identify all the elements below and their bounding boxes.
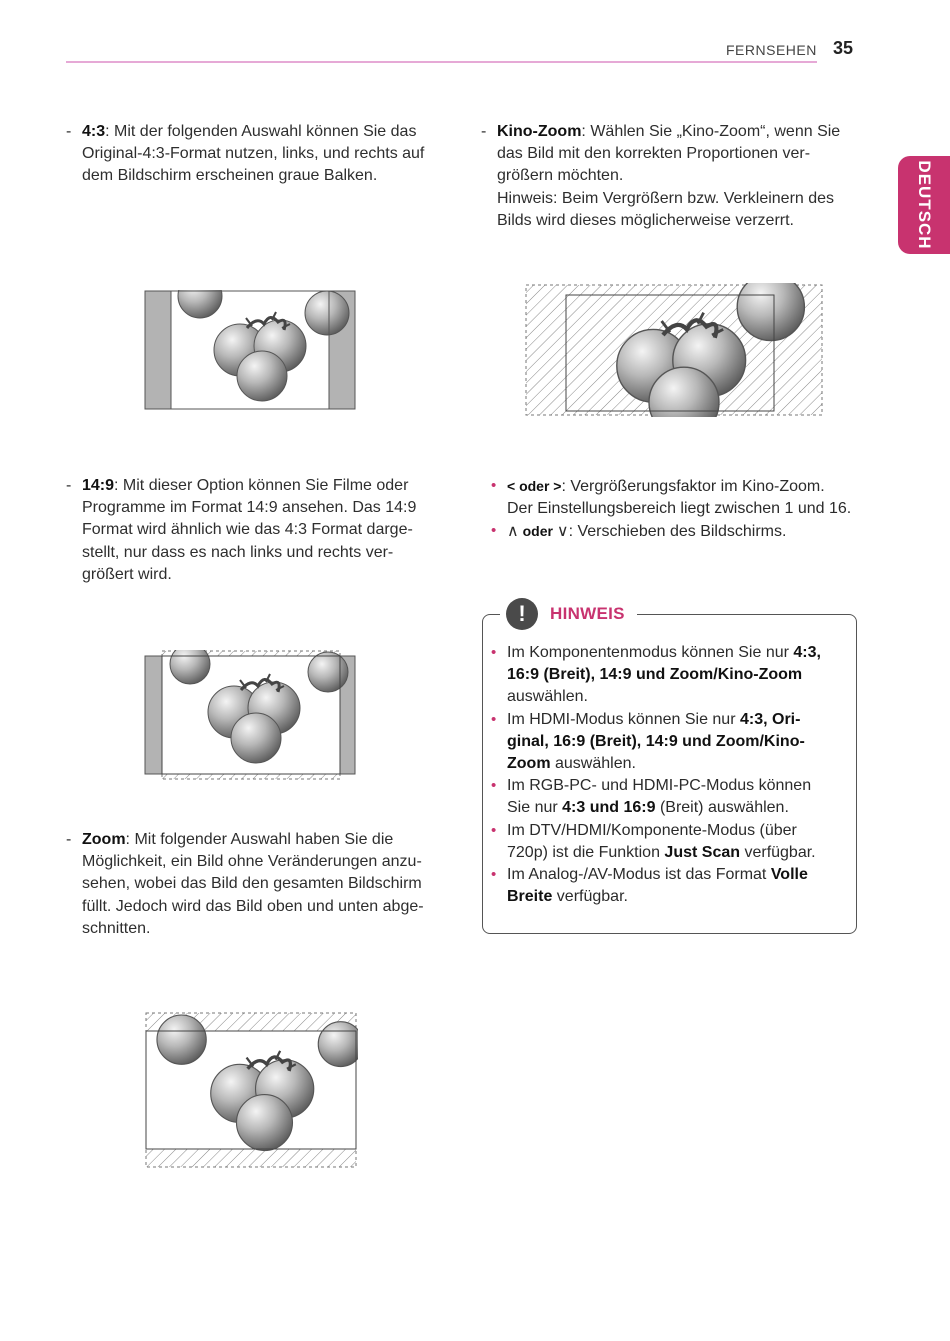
list-item — [481, 642, 836, 709]
paragraph-kino-zoom — [481, 121, 853, 232]
header-rule — [66, 61, 817, 63]
bullet-dot: • — [491, 644, 497, 661]
list-item — [481, 820, 836, 864]
bullet-dot: • — [491, 522, 497, 540]
paragraph-4-3 — [66, 121, 444, 188]
illustration-zoom — [144, 1011, 358, 1169]
dash: - — [66, 123, 72, 140]
control-key-or: oder — [518, 523, 557, 540]
language-tab-label: DEUTSCH — [915, 160, 934, 250]
note-text: Im Analog-/AV-Modus ist das Format — [507, 866, 771, 884]
note-text: Im RGB-PC- und HDMI-PC-Modus können Sie nur — [507, 777, 812, 817]
text-4-3: : Mit der folgenden Auswahl können Sie das Original-4:3-Format nutzen, links, und rechts auf dem Bildschirm erscheinen graue Balken. — [82, 123, 425, 185]
bullet-dot: • — [491, 777, 497, 795]
dash: - — [66, 831, 72, 848]
control-text: : Verschieben des Bildschirms. — [568, 523, 787, 541]
text-14-9: : Mit dieser Option können Sie Filme oder Programme im Format 14:9 ansehen. Das 14:9 Format wird ähnlich wie das 4:3 Format darge-stellt, nur dass es nach links und rechts ver-größert wird. — [82, 477, 417, 583]
control-text: : Vergrößerungsfaktor im Kino-Zoom. Der Einstellungsbereich liegt zwischen 1 und 16. — [507, 478, 852, 518]
bullet-dot: • — [491, 477, 497, 494]
note-bold: 4:3 und 16:9 — [562, 799, 656, 817]
bullet-dot: • — [491, 710, 497, 728]
term-zoom: Zoom — [82, 831, 126, 848]
caret-down-icon: ∨ — [556, 523, 569, 541]
list-item — [481, 475, 853, 520]
running-header-section: FERNSEHEN — [726, 42, 817, 58]
term-14-9: 14:9 — [82, 477, 115, 494]
note-bold: 4:3, 16:9 (Breit), 14:9 und Zoom/Kino-Zoom — [507, 644, 821, 684]
note-header — [500, 598, 637, 630]
paragraph-14-9 — [66, 475, 444, 586]
list-item — [481, 709, 836, 776]
note-text: auswählen. — [550, 755, 636, 773]
text-kino-zoom: : Wählen Sie „Kino-Zoom“, wenn Sie das Bild mit den korrekten Proportionen ver-größern möchten. — [497, 123, 841, 185]
list-item — [481, 775, 836, 819]
control-key: < oder > — [507, 478, 562, 494]
kino-zoom-note: Hinweis: Beim Vergrößern bzw. Verkleinern des Bilds wird dieses möglicherweise verzerrt. — [497, 189, 835, 229]
language-tab — [898, 156, 950, 254]
illustration-14-9 — [144, 650, 358, 780]
note-text: Im Komponentenmodus können Sie nur — [507, 644, 794, 661]
control-list — [481, 475, 853, 544]
bullet-dot: • — [491, 821, 497, 839]
term-kino-zoom: Kino-Zoom — [497, 123, 582, 140]
illustration-4-3 — [144, 290, 358, 412]
illustration-kino-zoom — [524, 283, 824, 417]
list-item — [481, 864, 836, 908]
note-text: verfügbar. — [552, 888, 628, 906]
exclamation-icon: ! — [506, 598, 538, 630]
caret-up-icon: ∧ — [507, 523, 519, 541]
note-bold: Just Scan — [664, 843, 741, 861]
paragraph-zoom — [66, 829, 444, 940]
note-text: verfügbar. — [740, 843, 816, 861]
note-bold: Volle Breite — [507, 866, 808, 906]
note-list — [481, 642, 836, 908]
note-title: HINWEIS — [550, 604, 625, 623]
term-4-3: 4:3 — [82, 123, 106, 140]
note-bold: 4:3, Ori-ginal, 16:9 (Breit), 14:9 und Zoom/Kino-Zoom — [507, 710, 805, 773]
page-number: 35 — [833, 38, 854, 58]
note-text: Im HDMI-Modus können Sie nur — [507, 710, 740, 728]
bullet-dot: • — [491, 866, 497, 884]
left-bar — [145, 291, 171, 409]
note-text: auswählen. — [507, 688, 588, 706]
note-text: (Breit) auswählen. — [655, 799, 789, 817]
list-item — [481, 520, 853, 543]
note-text: Im DTV/HDMI/Komponente-Modus (über 720p) ist die Funktion — [507, 821, 797, 861]
text-zoom: : Mit folgender Auswahl haben Sie die Möglichkeit, ein Bild ohne Veränderungen anzu-sehen, wobei das Bild den gesamten Bildschirm füllt. Jedoch wird das Bild oben und unten abge-schnitten. — [82, 831, 424, 937]
dash: - — [66, 477, 72, 494]
dash: - — [481, 123, 487, 140]
